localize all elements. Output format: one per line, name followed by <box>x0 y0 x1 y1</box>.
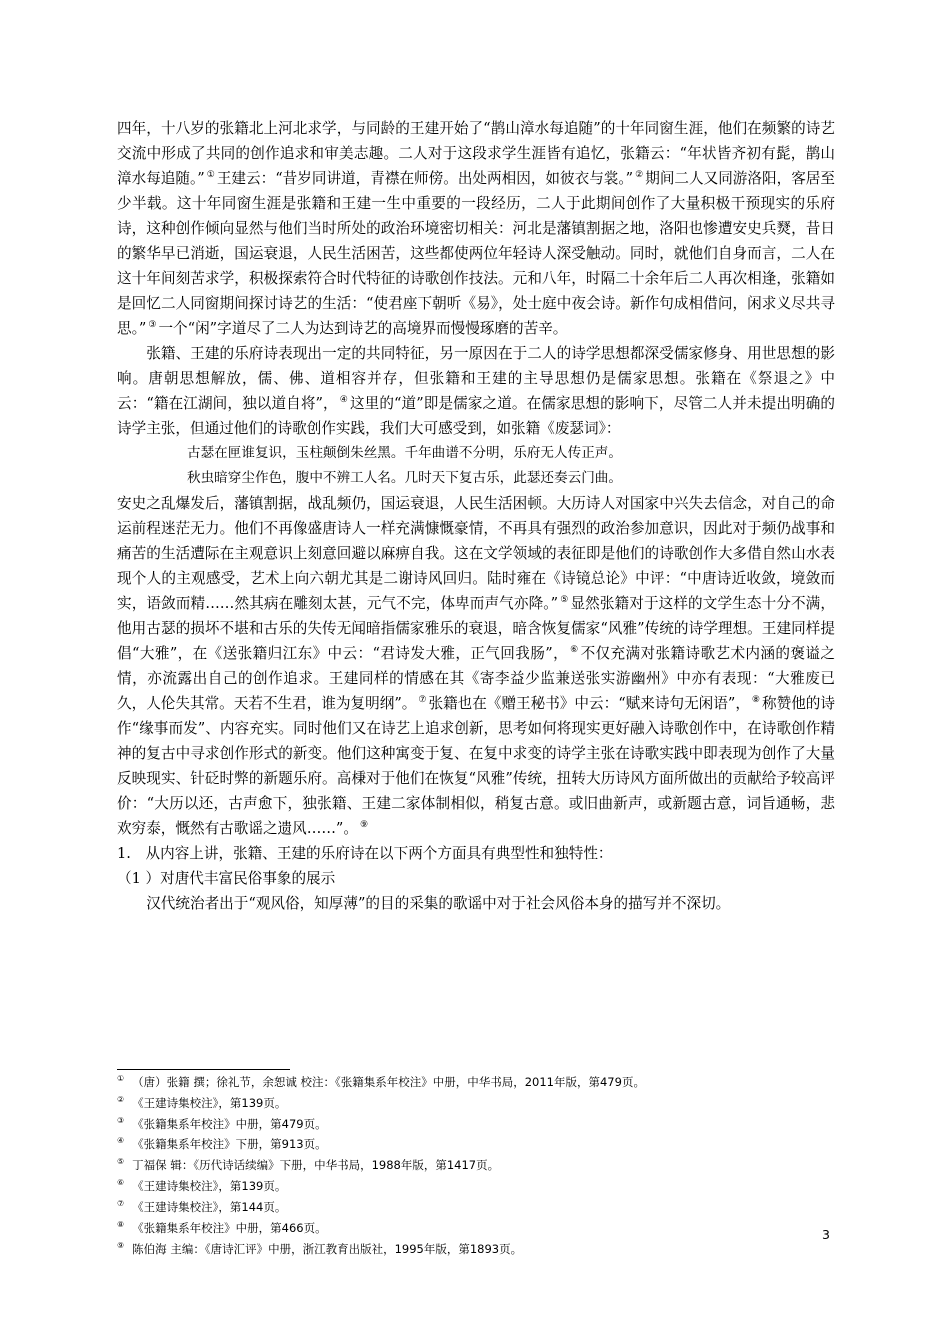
section-heading: 1. 从内容上讲，张籍、王建的乐府诗在以下两个方面具有典型性和独特性： <box>117 845 613 862</box>
body-text <box>117 116 835 916</box>
footnote: ⑦ 《王建诗集校注》，第144页。 <box>117 1198 287 1214</box>
footnote-ref[interactable]: ⑤ <box>560 595 569 606</box>
footnote-ref[interactable]: ① <box>206 170 215 181</box>
paragraph: 汉代统治者出于“观风俗，知厚薄”的目的采集的歌谣中对于社会风俗本身的描写并不深切。 <box>146 895 731 912</box>
poem-line: 古瑟在匣谁复识，玉柱颠倒朱丝黑。千年曲谱不分明，乐府无人传正声。 <box>187 445 622 461</box>
footnote: ⑤ 丁福保 辑：《历代诗话续编》下册，中华书局，1988年版，第1417页。 <box>117 1157 500 1173</box>
page-number: 3 <box>822 1227 830 1242</box>
paragraph: 四年，十八岁的张籍北上河北求学，与同龄的王建开始了“鹊山漳水每追随”的十年同窗生涯，他们在频繁的诗艺交流中形成了共同的创作追求和审美志趣。二人对于这段求学生涯皆有追忆，张籍云：“年状皆齐初有髭，鹊山漳水每追随。” ① 王建云：“昔岁同讲道，青襟在师傍。出处两相因，如彼衣与裳。” ② 期间二人又同游洛阳，客居至少半载。这十年同窗生涯是张籍和王建一生中重要的一段经历，二人于此期间创作了大量积极干预现实的乐府诗，这种创作倾向显然与他们当时所处的政治环境密切相关：河北是藩镇割据之地，洛阳也惨遭安史兵燹，昔日的繁华早已消逝，国运衰退，人民生活困苦，这些都使两位年轻诗人深受触动。同时，就他们自身而言，二人在这十年间刻苦求学，积极探索符合时代特征的诗歌创作技法。元和八年，时隔二十余年后二人再次相逢，张籍如是回忆二人同窗期间探讨诗艺的生活：“使君座下朝听《易》，处士庭中夜会诗。新作句成相借问，闲求义尽共寻思。” ③ 一个“闲”字道尽了二人为达到诗艺的高境界而慢慢琢磨的苦辛。 <box>117 120 835 337</box>
subsection-heading: （1 ）对唐代丰富民俗事象的展示 <box>117 870 336 887</box>
footnote-ref[interactable]: ③ <box>148 320 157 331</box>
footnote: ② 《王建诗集校注》，第139页。 <box>117 1094 287 1110</box>
footnote: ⑧ 《张籍集系年校注》中册，第466页。 <box>117 1219 327 1235</box>
footnote: ⑥ 《王建诗集校注》，第139页。 <box>117 1178 287 1193</box>
footnote-ref[interactable]: ⑥ <box>570 645 579 656</box>
footnote: ① （唐）张籍 撰；徐礼节，余恕诚 校注：《张籍集系年校注》中册，中华书局，2011年版，第479页。 <box>117 1074 645 1089</box>
paragraph: 安史之乱爆发后，藩镇割据，战乱频仍，国运衰退，人民生活困顿。大历诗人对国家中兴失去信念，对自己的命运前程迷茫无力。他们不再像盛唐诗人一样充满慷慨豪情，不再具有强烈的政治参加意识，因此对于频仍战事和痛苦的生活遭际在主观意识上刻意回避以麻痹自我。这在文学领域的表征即是他们的诗歌创作大多借自然山水表现个人的主观感受，艺术上向六朝尤其是二谢诗风回归。陆时雍在《诗镜总论》中评：“中唐诗近收敛，境敛而实，语敛而精……然其病在雕刻太甚，元气不完，体卑而声气亦降。” ⑤ 显然张籍对于这样的文学生态十分不满，他用古瑟的损坏不堪和古乐的失传无闻暗指儒家雅乐的衰退，暗含恢复儒家“风雅”传统的诗学理想。王建同样提倡“大雅”，在《送张籍归江东》中云：“君诗发大雅，正气回我肠”， ⑥ 不仅充满对张籍诗歌艺术内涵的褒谥之情，亦流露出自己的创作追求。王建同样的情感在其《寄李益少监兼送张实游幽州》中亦有表现：“大雅废已久，人伦失其常。天若不生君，谁为复明纲”。 ⑦ 张籍也在《赠王秘书》中云：“赋来诗句无闲语”， ⑧ 称赞他的诗作“缘事而发”、内容充实。同时他们又在诗艺上追求创新，思考如何将现实更好融入诗歌创作中，在诗歌创作精神的复古中寻求创作形式的新变。他们这种寓变于复、在复中求变的诗学主张在诗歌实践中即表现为创作了大量反映现实、针砭时弊的新题乐府。高棅对于他们在恢复“风雅”传统，扭转大历诗风方面所做出的贡献给予较高评价：“大历以还，古声愈下，独张籍、王建二家体制相似，稍复古意。或旧曲新声，或新题古意，词旨通畅，悲欢穷泰，慨然有古歌谣之遗风……”。 ⑨ <box>117 495 835 837</box>
footnote-ref[interactable]: ② <box>635 170 644 181</box>
footnote-ref[interactable]: ④ <box>339 395 348 406</box>
footnote: ⑨ 陈伯海 主编：《唐诗汇评》中册，浙江教育出版社，1995年版，第1893页。 <box>117 1240 523 1256</box>
footnote: ④ 《张籍集系年校注》下册，第913页。 <box>117 1136 327 1152</box>
poem-line: 秋虫暗穿尘作色，腹中不辨工人名。几时天下复古乐，此瑟还奏云门曲。 <box>187 470 622 486</box>
paragraph: 张籍、王建的乐府诗表现出一定的共同特征，另一原因在于二人的诗学思想都深受儒家修身、用世思想的影响。唐朝思想解放，儒、佛、道相容并存，但张籍和王建的主导思想仍是儒家思想。张籍在《祭退之》中云：“籍在江湖间，独以道自将”， ④ 这里的“道”即是儒家之道。在儒家思想的影响下，尽管二人并未提出明确的诗学主张，但通过他们的诗歌创作实践，我们大可感受到，如张籍《废瑟词》： <box>117 345 835 437</box>
footnote: ③ 《张籍集系年校注》中册，第479页。 <box>117 1115 327 1131</box>
footnote-ref[interactable]: ⑦ <box>418 695 427 706</box>
footnote-ref[interactable]: ⑧ <box>751 695 760 706</box>
footnotes <box>117 1070 835 1257</box>
footnote-ref[interactable]: ⑨ <box>359 820 369 831</box>
